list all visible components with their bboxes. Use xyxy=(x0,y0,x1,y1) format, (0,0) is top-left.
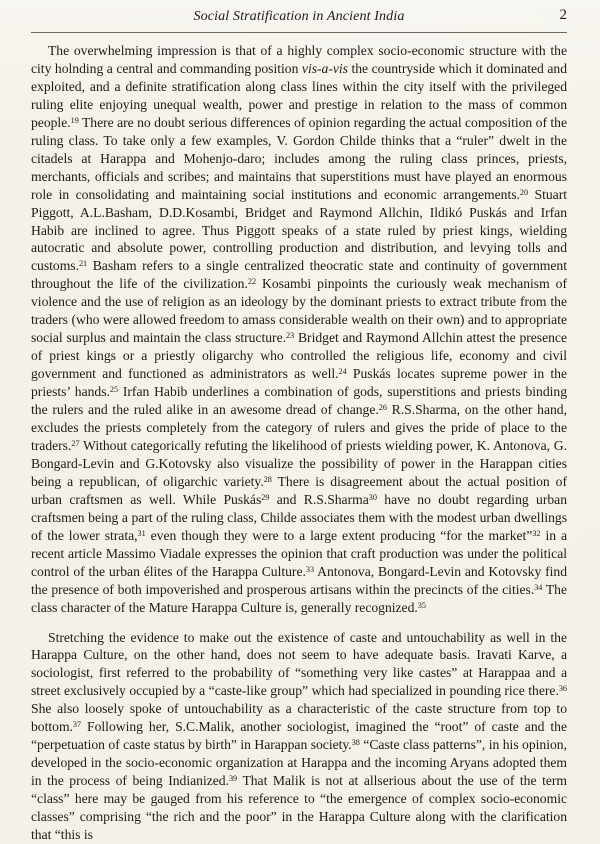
footnote-marker: 38 xyxy=(351,738,360,748)
footnote-marker: 19 xyxy=(70,115,79,125)
footnote-marker: 26 xyxy=(378,403,387,413)
text-segment: have no doubt regarding urban craftsmen being a part of the ruling class, Childe associates them with the modest urban dwellings of the lower strata, xyxy=(31,491,567,543)
footnote-marker: 39 xyxy=(228,774,238,784)
footnote-marker: 27 xyxy=(71,438,80,448)
footnote-marker: 33 xyxy=(305,564,315,574)
text-segment: Basham refers to a single centralized theocratic state and continuity of government throughout the life of the civilization. xyxy=(31,258,567,292)
body-text xyxy=(31,42,567,844)
footnote-marker: 32 xyxy=(532,528,541,538)
footnote-marker: 30 xyxy=(368,492,377,502)
footnote-marker: 35 xyxy=(417,600,426,610)
text-segment: There are no doubt serious differences of opinion regarding the actual composition of the ruling class. To take only a few examples, V. Gordon Childe thinks that a “ruler” dwelt in the citadels at Harappa and Mohenjo-daro; includes among the ruling class princes, priests, merchants, officials and scribes; and maintains that superstitions must have played an enormous role in consolidating and maintaining social institutions and economic arrangements. xyxy=(31,114,567,202)
footnote-marker: 22 xyxy=(247,277,257,287)
text-segment: even though they were to a large extent producing “for the market” xyxy=(145,527,533,543)
text-segment: Bridget and Raymond Allchin attest the presence of priest kings or a priestly oligarchy who controlled the religious life, economy and civil government and functioned as administrators as well. xyxy=(31,330,567,382)
footnote-marker: 28 xyxy=(263,474,272,484)
footnote-marker: 29 xyxy=(261,492,270,502)
text-segment: and R.S.Sharma xyxy=(269,491,369,507)
text-segment: There is disagreement about the actual position of urban craftsmen as well. While Puskás xyxy=(31,473,567,507)
footnote-marker: 23 xyxy=(286,331,295,341)
text-segment: Puskás locates supreme power in the priests’ hands. xyxy=(31,366,567,400)
text-segment: The class character of the Mature Harappa Culture is, generally recognized. xyxy=(31,581,567,615)
text-segment: Antonova, Bongard-Levin and Kotovsky find the presence of both impoverished and prosperous artisans within the precincts of the cities. xyxy=(31,563,567,597)
italic-text: vis-a-vis xyxy=(301,60,348,76)
text-segment: “Caste class patterns”, in his opinion, developed in the socio-economic organization at Harappa and the incoming Aryans adopted them in the process of being Indianized. xyxy=(31,737,567,789)
text-segment: The overwhelming impression is that of a highly complex socio-economic structure with the city holnding a central and commanding position xyxy=(31,43,567,76)
text-segment: She also loosely spoke of untouchability as a characteristic of the caste structure from top to bottom. xyxy=(31,701,567,735)
footnote-marker: 21 xyxy=(78,259,88,269)
text-segment: the countryside which it dominated and exploited, and a definite stratification along class lines within the city itself with the privileged ruling elite enjoying unequal wealth, power and prestige in relation to the mass of common people. xyxy=(31,60,567,130)
footnote-marker: 25 xyxy=(109,385,119,395)
footnote-marker: 31 xyxy=(137,528,146,538)
page-header xyxy=(31,7,567,29)
text-segment: Without categorically refuting the likelihood of priests wielding power, K. Antonova, G. Bongard-Levin and G.Kotovsky also visualize the possibility of power in the Harappan cities being a republican, of oligarchic variety. xyxy=(31,437,567,489)
footnote-marker: 24 xyxy=(338,367,347,377)
text-segment: That Malik is not at allserious about the use of the term “class” here may be gauged from his reference to “the emergence of complex socio-economic classes” comprising “the rich and the poor” in the Harappa Culture along with the clarification that “this is xyxy=(31,773,567,842)
text-segment: Stretching the evidence to make out the existence of caste and untouchability as well in the Harappa Culture, on the other hand, does not seem to have adequate basis. Iravati Karve, a sociologist, first referred to the probability of “something very like castes” at Harappaa and a street exclusively occupied by a “caste-like group” which had specialized in pounding rice there. xyxy=(31,629,567,699)
text-segment: Kosambi pinpoints the curiously weak mechanism of violence and the use of religion as an ideology by the dominant priests to extract tribute from the traders (who were allowed freedom to amass considerable wealth on their own) and to appropriate social surplus and maintain the class structure. xyxy=(31,276,567,346)
running-head: Social Stratification in Ancient India xyxy=(193,8,405,24)
footnote-marker: 37 xyxy=(72,720,82,730)
footnote-marker: 34 xyxy=(534,582,543,592)
paragraph-2 xyxy=(31,629,567,844)
footnote-marker: 20 xyxy=(519,187,529,197)
page-number: 2 xyxy=(559,7,567,23)
text-segment: Following her, S.C.Malik, another sociologist, imagined the “root” of caste and the “perpetuation of caste status by birth” in Harappan society. xyxy=(31,719,567,753)
text-segment: in a recent article Massimo Viadale expresses the opinion that craft production was under the political control of the urban élites of the Harappa Culture. xyxy=(31,527,567,579)
text-segment: Stuart Piggott, A.L.Basham, D.D.Kosambi, Bridget and Raymond Allchin, Ildikó Puskás and Irfan Habib are inclined to agree. Thus Piggott speaks of a state ruled by priest kings, wielding autocratic and absolute power, controlling production and distribution, and levying tolls and customs. xyxy=(31,186,567,274)
paragraph-1 xyxy=(31,42,567,617)
header-rule xyxy=(31,32,567,33)
text-segment: Irfan Habib underlines a combination of gods, superstitions and priests binding the rulers and the ruled alike in an awesome dread of change. xyxy=(31,384,567,418)
footnote-marker: 36 xyxy=(558,684,567,694)
text-segment: R.S.Sharma, on the other hand, excludes the priests completely from the category of rulers and gives the pride of place to the traders. xyxy=(31,402,567,453)
